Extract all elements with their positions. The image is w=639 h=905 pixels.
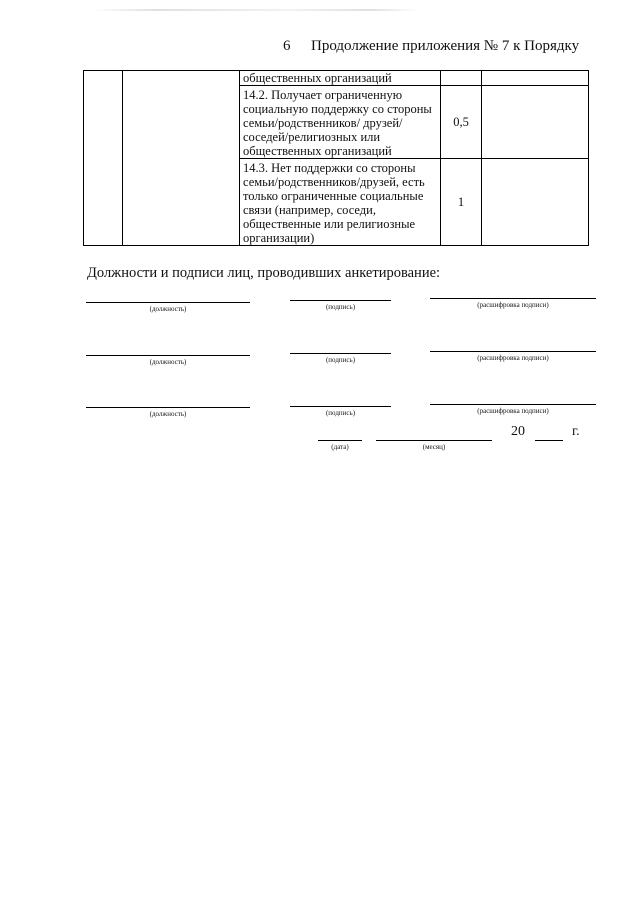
position-line[interactable] <box>86 407 250 408</box>
signatures-heading: Должности и подписи лиц, проводивших анкетирование: <box>87 265 441 281</box>
score-cell <box>441 71 482 86</box>
page-number: 6 <box>283 38 291 54</box>
signature-line[interactable] <box>290 406 391 407</box>
decoding-line[interactable] <box>430 298 596 299</box>
decoding-line[interactable] <box>430 351 596 352</box>
answer-text-cell: 14.3. Нет поддержки со стороны семьи/родственников/друзей, есть только ограниченные социальные связи (например, соседи, общественные или религиозные организации) <box>240 159 441 246</box>
number-cell <box>84 71 123 246</box>
year-suffix: г. <box>572 424 580 439</box>
decoding-line[interactable] <box>430 404 596 405</box>
score-cell: 0,5 <box>441 86 482 159</box>
signature-line[interactable] <box>290 353 391 354</box>
year-line[interactable] <box>535 440 563 441</box>
signature-caption: (подпись) <box>325 409 356 417</box>
signature-line[interactable] <box>290 300 391 301</box>
answer-text-cell: 14.2. Получает ограниченную социальную поддержку со стороны семьи/родственников/ друзей/соседей/религиозных или общественных организаций <box>240 86 441 159</box>
scan-artifact <box>90 9 420 11</box>
decoding-caption: (расшифровка подписи) <box>477 407 549 415</box>
day-caption: (дата) <box>331 443 349 451</box>
mark-cell <box>482 86 589 159</box>
month-line[interactable] <box>376 440 492 441</box>
assessment-table <box>83 70 589 246</box>
day-line[interactable] <box>318 440 362 441</box>
month-caption: (месяц) <box>422 443 446 451</box>
position-line[interactable] <box>86 302 250 303</box>
mark-cell <box>482 159 589 246</box>
mark-cell <box>482 71 589 86</box>
page-header <box>283 38 639 55</box>
score-cell: 1 <box>441 159 482 246</box>
position-caption: (должность) <box>149 410 187 418</box>
decoding-caption: (расшифровка подписи) <box>477 354 549 362</box>
position-caption: (должность) <box>149 305 187 313</box>
criterion-cell <box>123 71 240 246</box>
decoding-caption: (расшифровка подписи) <box>477 301 549 309</box>
signature-caption: (подпись) <box>325 356 356 364</box>
answer-text-cell: общественных организаций <box>240 71 441 86</box>
signature-caption: (подпись) <box>325 303 356 311</box>
year-prefix: 20 <box>511 424 525 439</box>
appendix-title: Продолжение приложения № 7 к Порядку <box>311 38 580 54</box>
position-caption: (должность) <box>149 358 187 366</box>
table-row <box>84 71 589 86</box>
position-line[interactable] <box>86 355 250 356</box>
